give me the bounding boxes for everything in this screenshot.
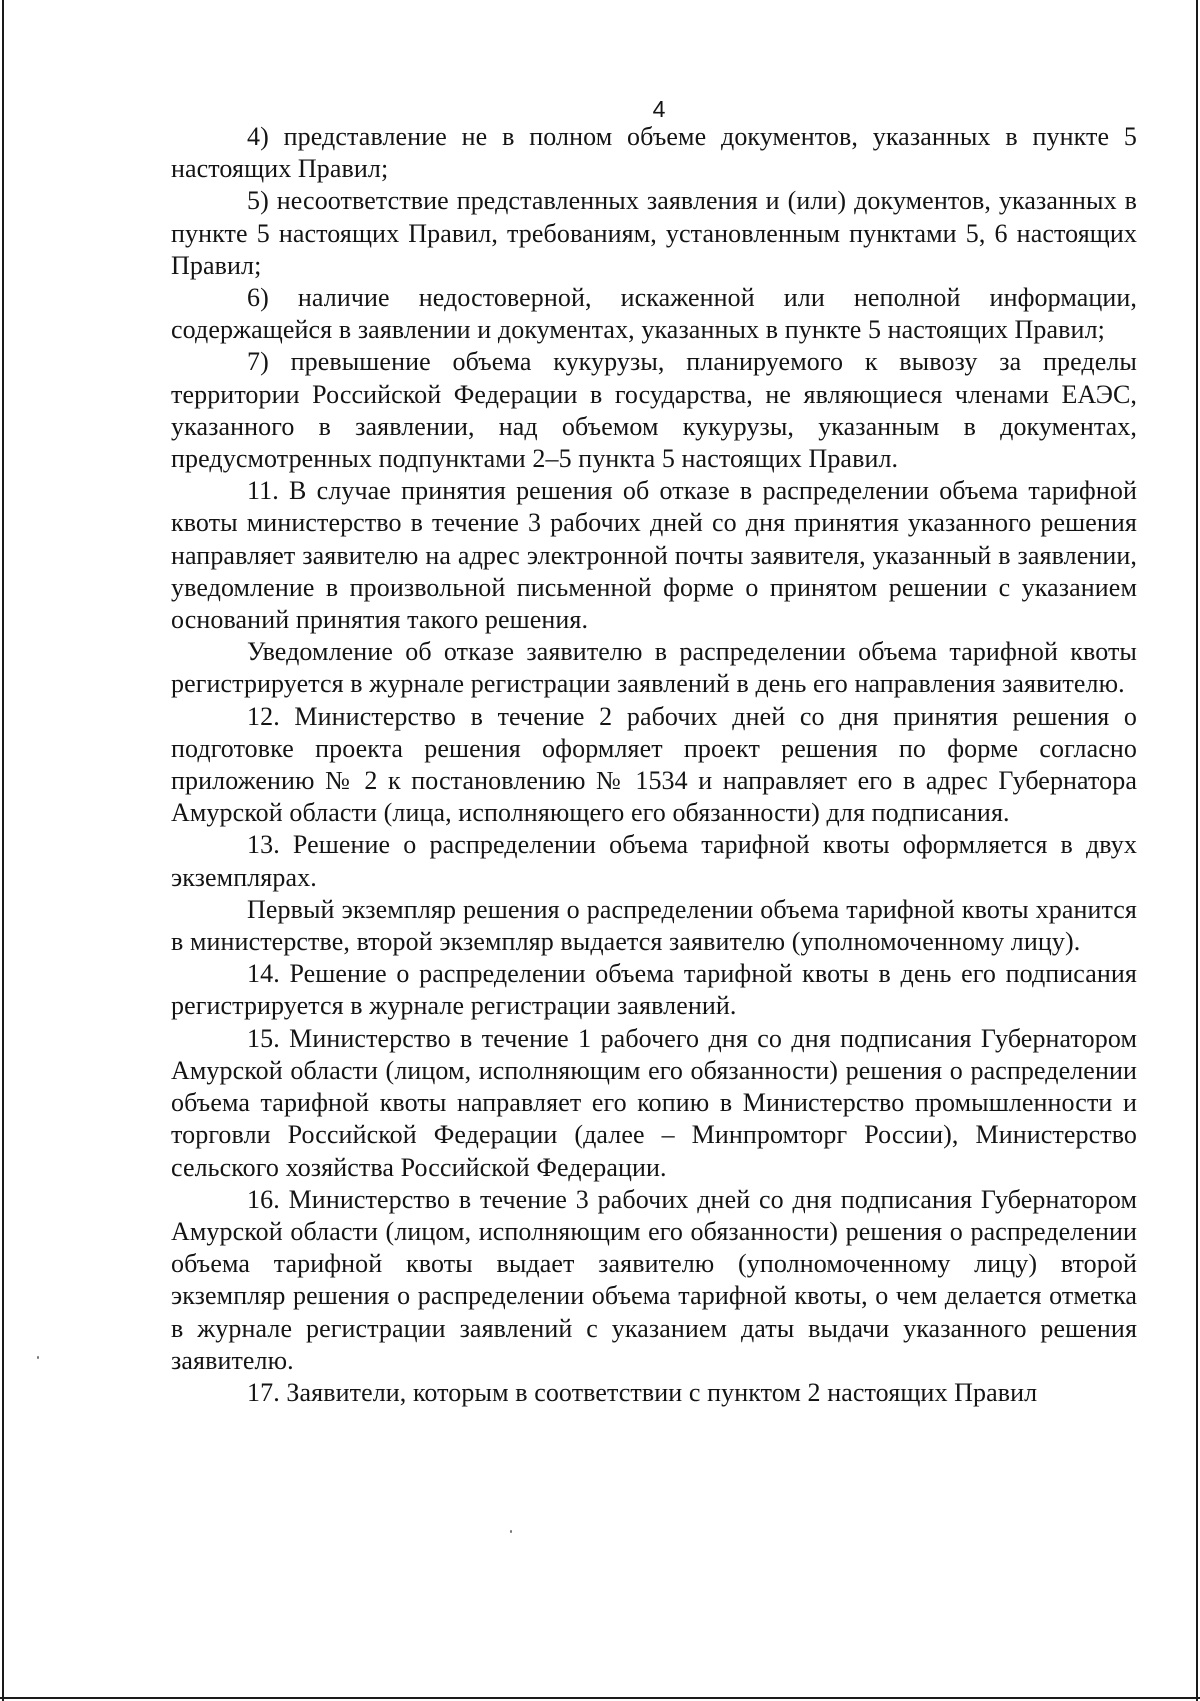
paragraph-clause-16: 16. Министерство в течение 3 рабочих дней со дня подписания Губернатором Амурской области (лицом, исполняющим его обязанности) решения о распределении объема тарифной квоты выдает заявителю (уполномоченному лицу) второй экземпляр решения о распределении объема тарифной квоты, о чем делается отметка в журнале регистрации заявлений с указанием даты выдачи указанного решения заявителю. [171,1184,1137,1375]
paragraph-clause-15: 15. Министерство в течение 1 рабочего дня со дня подписания Губернатором Амурской области (лицом, исполняющим его обязанности) решения о распределении объема тарифной квоты направляет его копию в Министерство промышленности и торговли Российской Федерации (далее – Минпромторг России), Министерство сельского хозяйства Российской Федерации. [171,1023,1137,1182]
paragraph-item-5: 5) несоответствие представленных заявления и (или) документов, указанных в пункте 5 настоящих Правил, требованиям, установленным пунктами 5, 6 настоящих Правил; [171,186,1137,280]
document-body [171,121,1137,1409]
scan-border-left [2,0,4,1701]
scan-speck [510,1530,512,1533]
paragraph-clause-14: 14. Решение о распределении объема тарифной квоты в день его подписания регистрируется в журнале регистрации заявлений. [171,959,1137,1021]
paragraph-item-4: 4) представление не в полном объеме документов, указанных в пункте 5 настоящих Правил; [171,122,1137,184]
paragraph-clause-13-copies: Первый экземпляр решения о распределении объема тарифной квоты хранится в министерстве, второй экземпляр выдается заявителю (уполномоченному лицу). [171,894,1137,957]
page-number: 4 [652,96,666,122]
paragraph-clause-13: 13. Решение о распределении объема тарифной квоты оформляется в двух экземплярах. [171,830,1137,892]
paragraph-clause-12: 12. Министерство в течение 2 рабочих дней со дня принятия решения о подготовке проекта решения оформляет проект решения по форме согласно приложению № 2 к постановлению № 1534 и направляет его в адрес Губернатора Амурской области (лица, исполняющего его обязанности) для подписания. [171,701,1137,828]
paragraph-clause-11: 11. В случае принятия решения об отказе в распределении объема тарифной квоты министерство в течение 3 рабочих дней со дня принятия указанного решения направляет заявителю на адрес электронной почты заявителя, указанный в заявлении, уведомление в произвольной письменной форме о принятом решении с указанием оснований принятия такого решения. [171,476,1137,635]
paragraph-item-6: 6) наличие недостоверной, искаженной или неполной информации, содержащейся в заявлении и документах, указанных в пункте 5 настоящих Правил; [171,283,1137,345]
paragraph-item-7: 7) превышение объема кукурузы, планируемого к вывозу за пределы территории Российской Федерации в государства, не являющиеся членами ЕАЭС, указанного в заявлении, над объемом кукурузы, указанным в документах, предусмотренных подпунктами 2–5 пункта 5 настоящих Правил. [171,347,1137,474]
scan-border-bottom [0,1697,1200,1699]
paragraph-clause-17: 17. Заявители, которым в соответствии с пунктом 2 настоящих Правил [247,1377,1038,1407]
paragraph-clause-11-notice: Уведомление об отказе заявителю в распределении объема тарифной квоты регистрируется в журнале регистрации заявлений в день его направления заявителю. [171,637,1137,699]
scan-speck [37,1356,39,1359]
scan-border-right [1196,0,1198,1701]
